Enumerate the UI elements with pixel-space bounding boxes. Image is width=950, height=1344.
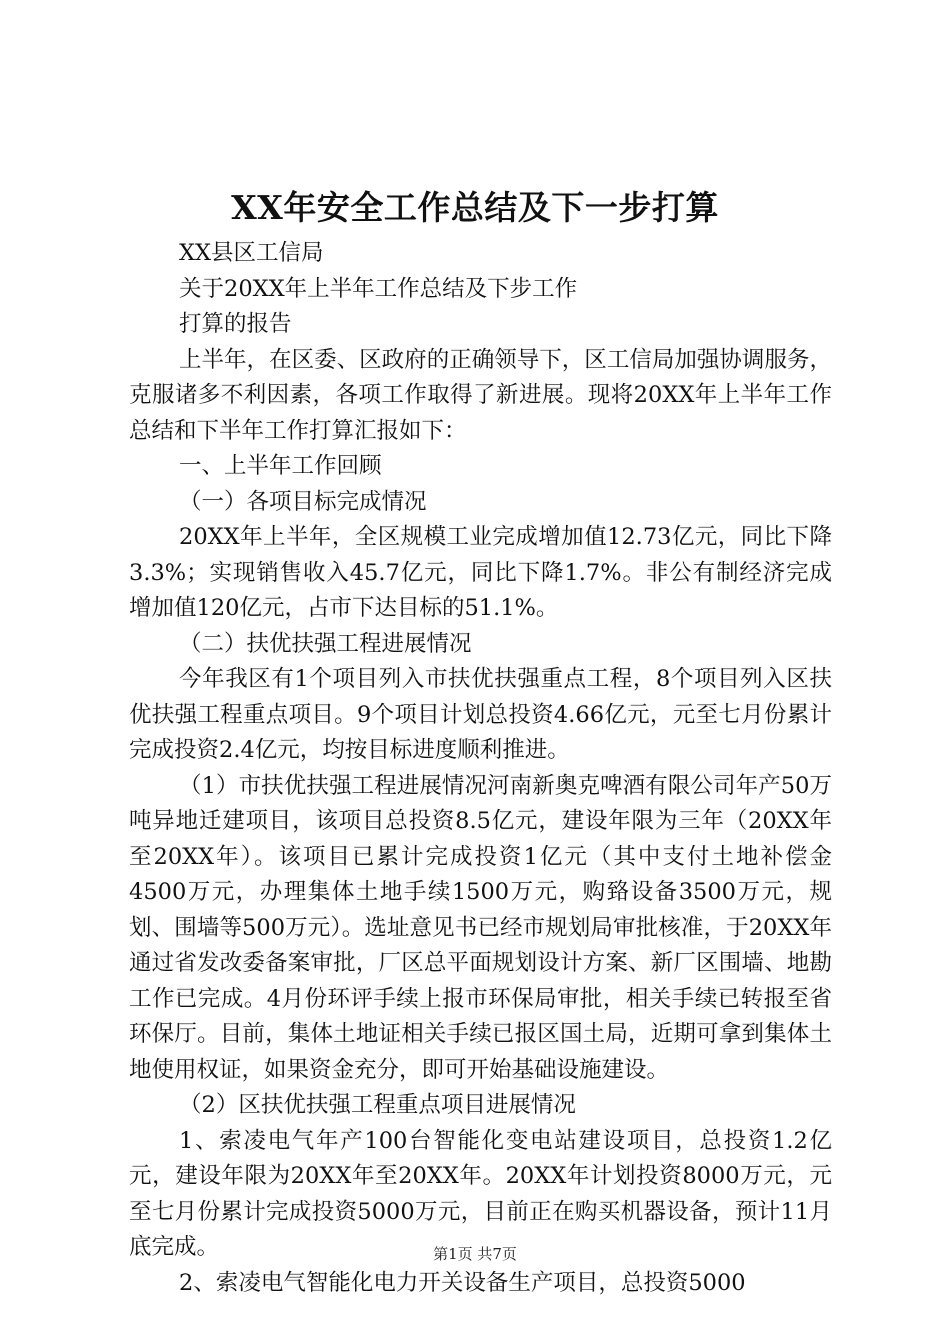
- paragraph-issuer: XX县区工信局: [179, 240, 324, 266]
- subsection-heading-projects: （二）扶优扶强工程进展情况: [179, 630, 472, 657]
- section-heading-review: 一、上半年工作回顾: [179, 453, 382, 479]
- paragraph-project-2: 2、索凌电气智能化电力开关设备生产项目，总投资5000: [179, 1269, 746, 1296]
- document-body: [129, 236, 832, 1301]
- paragraph-subject-line-1: 关于20XX年上半年工作总结及下步工作: [179, 275, 578, 302]
- subsection-heading-targets: （一）各项目标完成情况: [179, 488, 427, 515]
- paragraph-project-1: 1、索凌电气年产100台智能化变电站建设项目，总投资1.2亿元，建设年限为20XX年至20XX年。20XX年计划投资8000万元，元至七月份累计完成投资5000万元，目前正在购买机器设备，预计11月底完成。: [129, 1127, 832, 1260]
- paragraph-projects-summary: 今年我区有1个项目列入市扶优扶强重点工程，8个项目列入区扶优扶强工程重点项目。9个项目计划总投资4.66亿元，元至七月份累计完成投资2.4亿元，均按目标进度顺利推进。: [129, 666, 832, 763]
- paragraph-targets: 20XX年上半年，全区规模工业完成增加值12.73亿元，同比下降3.3%；实现销售收入45.7亿元，同比下降1.7%。非公有制经济完成增加值120亿元，占市下达目标的51.1%。: [129, 524, 832, 621]
- paragraph-city-project: （1）市扶优扶强工程进展情况河南新奥克啤酒有限公司年产50万吨异地迁建项目，该项目总投资8.5亿元，建设年限为三年（20XX年至20XX年）。该项目已累计完成投资1亿元（其中支付土地补偿金4500万元，办理集体土地手续1500万元，购臵设备3500万元，规划、围墙等500万元）。选址意见书已经市规划局审批核准，于20XX年通过省发改委备案审批，厂区总平面规划设计方案、新厂区围墙、地勘工作已完成。4月份环评手续上报市环保局审批，相关手续已转报至省环保厅。目前，集体土地证相关手续已报区国土局，近期可拿到集体土地使用权证，如果资金充分，即可开始基础设施建设。: [129, 772, 832, 1083]
- paragraph-subject-line-2: 打算的报告: [179, 311, 292, 337]
- subsection-heading-district-projects: （2）区扶优扶强工程重点项目进展情况: [179, 1092, 576, 1118]
- paragraph-intro: 上半年，在区委、区政府的正确领导下，区工信局加强协调服务，克服诸多不利因素，各项工作取得了新进展。现将20XX年上半年工作总结和下半年工作打算汇报如下：: [129, 346, 832, 444]
- document-title: XX年安全工作总结及下一步打算: [231, 188, 719, 227]
- page-footer: 第1页 共7页: [433, 1245, 517, 1263]
